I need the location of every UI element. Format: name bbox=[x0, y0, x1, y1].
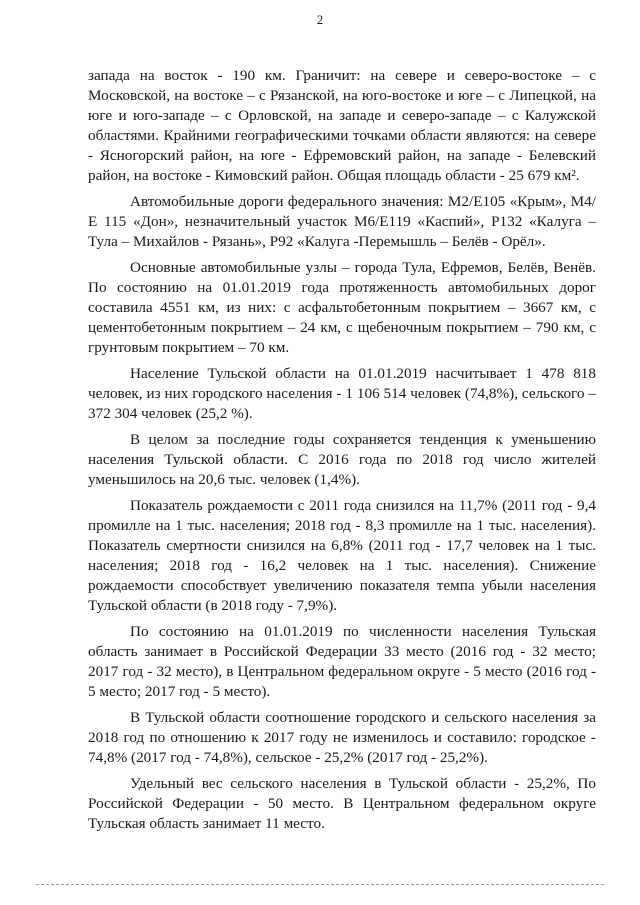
page-number: 2 bbox=[316, 12, 324, 27]
paragraph-birth-death-rates: Показатель рождаемости с 2011 года снизился на 11,7% (2011 год - 9,4 промилле на 1 тыс. населения; 2018 год - 8,3 промилле на 1 тыс. населения). Показатель смертности снизился на 6,8% (2011 год - 17,7 человек на 1 тыс. населения; 2018 год - 16,2 человек на 1 тыс. населения). Снижение рождаемости способствует увеличению показателя темпа убыли населения Тульской области (в 2018 году - 7,9%). bbox=[88, 497, 596, 614]
paragraph-population-rank: По состоянию на 01.01.2019 по численности населения Тульская область занимает в Российской Федерации 33 место (2016 год - 32 место; 2017 год - 32 место), в Центральном федеральном округе - 5 место (2016 год - 5 место; 2017 год - 5 место). bbox=[88, 623, 596, 700]
paragraph-rural-share: Удельный вес сельского населения в Тульской области - 25,2%, По Российской Федерации - 50 место. В Центральном федеральном округе Тульская область занимает 11 место. bbox=[88, 775, 596, 832]
paragraph-geography: запада на восток - 190 км. Граничит: на севере и северо-востоке – с Московской, на востоке – с Рязанской, на юго-востоке и юге – с Липецкой, на юге и юго-западе – с Орловской, на западе и северо-западе – с Калужской областями. Крайними географическими точками области являются: на севере - Ясногорский район, на юге - Ефремовский район, на западе - Белевский район, на востоке - Кимовский район. Общая площадь области - 25 679 км². bbox=[88, 67, 596, 184]
paragraph-urban-rural-ratio: В Тульской области соотношение городского и сельского населения за 2018 год по отношению к 2017 году не изменилось и составило: городское - 74,8% (2017 год - 74,8%), сельское - 25,2% (2017 год - 25,2%). bbox=[88, 709, 596, 766]
paragraph-population: Население Тульской области на 01.01.2019 насчитывает 1 478 818 человек, из них городского населения - 1 106 514 человек (74,8%), сельского – 372 304 человек (25,2 %). bbox=[88, 365, 596, 422]
document-body bbox=[88, 66, 596, 834]
paragraph-road-network: Основные автомобильные узлы – города Тула, Ефремов, Белёв, Венёв. По состоянию на 01.01.2019 года протяженность автомобильных дорог составила 4551 км, из них: с асфальтобетонным покрытием – 3667 км, с цементобетонным покрытием – 24 км, с щебеночным покрытием – 790 км, с грунтовым покрытием – 70 км. bbox=[88, 259, 596, 356]
paragraph-federal-roads: Автомобильные дороги федерального значения: М2/Е105 «Крым», М4/Е 115 «Дон», незначительный участок М6/Е119 «Каспий», Р132 «Калуга – Тула – Михайлов - Рязань», Р92 «Калуга -Перемышль – Белёв - Орёл». bbox=[88, 193, 596, 250]
paragraph-population-trend: В целом за последние годы сохраняется тенденция к уменьшению населения Тульской области. С 2016 года по 2018 год число жителей уменьшилось на 20,6 тыс. человек (1,4%). bbox=[88, 431, 596, 488]
footer-divider bbox=[36, 884, 604, 885]
